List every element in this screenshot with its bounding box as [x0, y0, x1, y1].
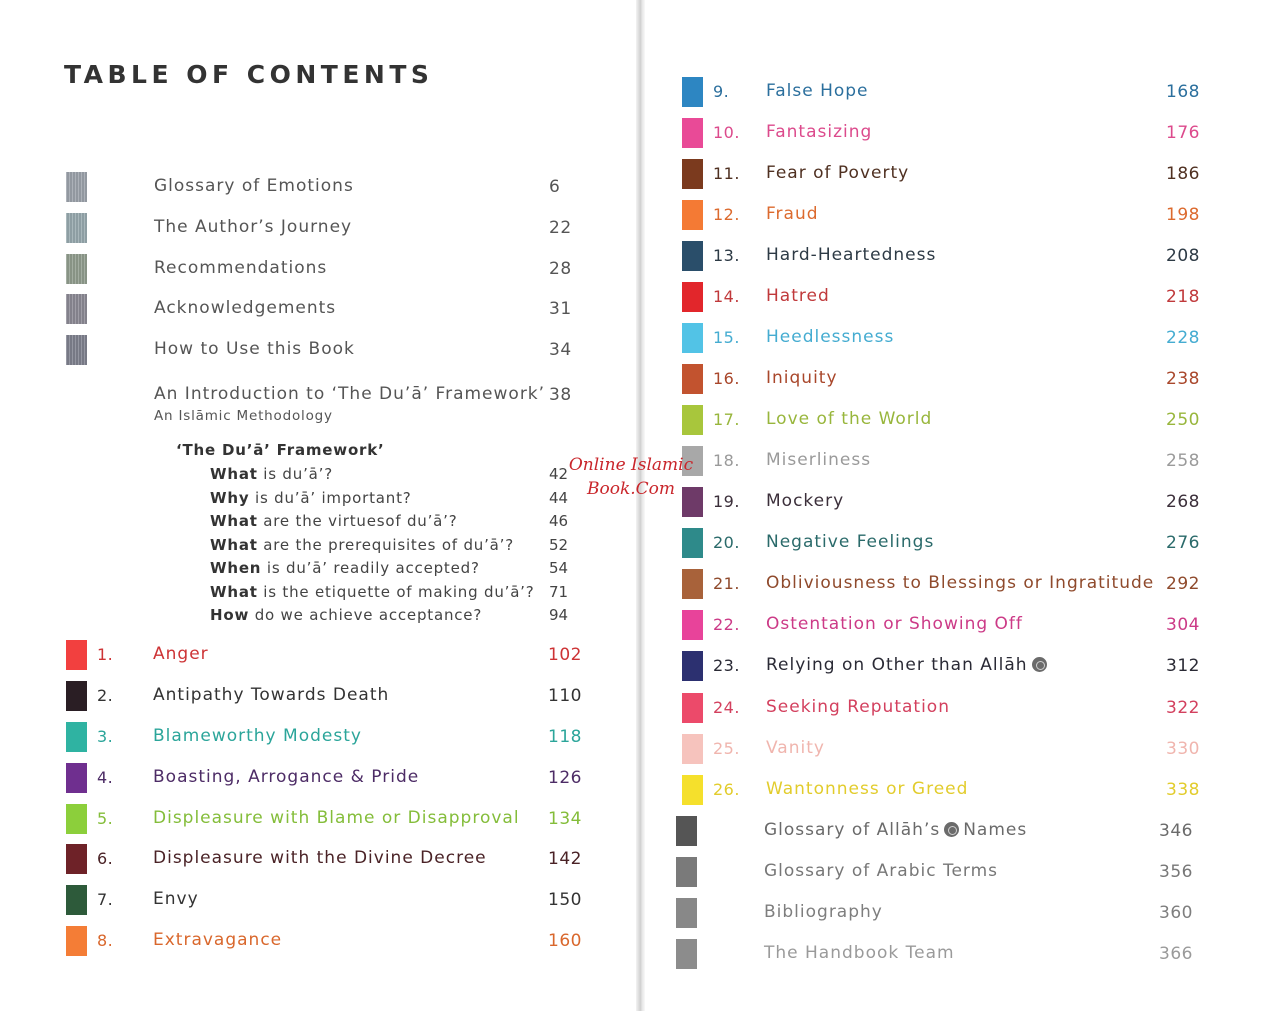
chapter-color-swatch	[682, 569, 703, 599]
chapter-title: False Hope	[766, 81, 869, 101]
chapter-page: 292	[1166, 574, 1200, 594]
chapter-entry[interactable]	[0, 804, 640, 836]
chapter-page: 312	[1166, 656, 1200, 676]
chapter-number: 19.	[713, 492, 740, 511]
question-text	[210, 536, 514, 554]
back-matter-swatch	[676, 816, 697, 846]
chapter-entry[interactable]	[645, 569, 1280, 601]
chapter-page: 258	[1166, 451, 1200, 471]
question-keyword: How	[210, 606, 250, 624]
watermark-line-2: Book.Com	[586, 479, 676, 499]
chapter-page: 208	[1166, 246, 1200, 266]
chapter-page: 118	[548, 727, 582, 747]
chapter-color-swatch	[66, 804, 87, 834]
intro-swatch	[66, 254, 87, 284]
chapter-title: Hatred	[766, 286, 830, 306]
chapter-title: Fraud	[766, 204, 819, 224]
chapter-page: 304	[1166, 615, 1200, 635]
chapter-title: Iniquity	[766, 368, 838, 388]
question-keyword: What	[210, 465, 258, 483]
chapter-number: 2.	[97, 686, 114, 705]
chapter-number: 23.	[713, 656, 740, 675]
chapter-color-swatch	[682, 734, 703, 764]
chapter-number: 18.	[713, 451, 740, 470]
chapter-color-swatch	[682, 77, 703, 107]
question-text	[210, 465, 333, 483]
chapter-entry[interactable]	[645, 528, 1280, 560]
intro-entry-label: Recommendations	[154, 258, 328, 278]
question-page: 94	[549, 606, 569, 624]
question-page: 71	[549, 583, 569, 601]
chapter-color-swatch	[682, 241, 703, 271]
question-text	[210, 512, 457, 530]
chapter-number: 10.	[713, 123, 740, 142]
chapter-color-swatch	[682, 651, 703, 681]
chapter-entry[interactable]	[0, 763, 640, 795]
chapter-color-swatch	[682, 323, 703, 353]
chapter-color-swatch	[66, 640, 87, 670]
chapter-title: Hard-Heartedness	[766, 245, 937, 265]
chapter-page: 160	[548, 931, 582, 951]
intro-swatch	[66, 335, 87, 365]
chapter-page: 238	[1166, 369, 1200, 389]
chapter-title: Fantasizing	[766, 122, 873, 142]
chapter-entry[interactable]	[645, 651, 1280, 683]
question-rest: is du’ā’ readily accepted?	[261, 559, 480, 577]
chapter-entry[interactable]	[645, 323, 1280, 355]
right-page	[645, 0, 1280, 1011]
intro-swatch	[66, 213, 87, 243]
chapter-color-swatch	[66, 763, 87, 793]
framework-question[interactable]	[0, 512, 640, 534]
chapter-page: 176	[1166, 123, 1200, 143]
chapter-entry[interactable]	[645, 405, 1280, 437]
chapter-entry[interactable]	[645, 159, 1280, 191]
back-matter-label	[764, 943, 955, 963]
framework-intro-page: 38	[549, 385, 572, 405]
question-keyword: What	[210, 512, 258, 530]
question-page: 52	[549, 536, 569, 554]
chapter-page: 110	[548, 686, 582, 706]
chapter-number: 13.	[713, 246, 740, 265]
chapter-entry[interactable]	[645, 610, 1280, 642]
chapter-entry[interactable]	[0, 885, 640, 917]
chapter-entry[interactable]	[645, 734, 1280, 766]
chapter-page: 276	[1166, 533, 1200, 553]
chapter-page: 218	[1166, 287, 1200, 307]
framework-question[interactable]	[0, 465, 640, 487]
chapter-number: 5.	[97, 809, 114, 828]
chapter-color-swatch	[682, 775, 703, 805]
question-text	[210, 489, 412, 507]
chapter-entry[interactable]	[645, 487, 1280, 519]
framework-question[interactable]	[0, 606, 640, 628]
question-page: 44	[549, 489, 569, 507]
question-rest: is du’ā’ important?	[249, 489, 412, 507]
chapter-title: Vanity	[766, 738, 825, 758]
question-text	[210, 559, 480, 577]
chapter-color-swatch	[66, 844, 87, 874]
framework-question[interactable]	[0, 536, 640, 558]
chapter-color-swatch	[66, 926, 87, 956]
chapter-color-swatch	[682, 364, 703, 394]
chapter-color-swatch	[682, 405, 703, 435]
back-matter-page: 366	[1159, 944, 1193, 964]
chapter-page: 126	[548, 768, 582, 788]
chapter-number: 16.	[713, 369, 740, 388]
question-page: 46	[549, 512, 569, 530]
chapter-color-swatch	[682, 528, 703, 558]
chapter-title: Obliviousness to Blessings or Ingratitude	[766, 573, 1155, 593]
question-rest: are the virtuesof du’ā’?	[257, 512, 458, 530]
chapter-page: 150	[548, 890, 582, 910]
chapter-color-swatch	[682, 282, 703, 312]
chapter-page: 168	[1166, 82, 1200, 102]
intro-entry-page: 6	[549, 177, 561, 197]
back-matter-entry[interactable]	[645, 857, 1280, 889]
chapter-number: 25.	[713, 739, 740, 758]
chapter-page: 250	[1166, 410, 1200, 430]
chapter-page: 268	[1166, 492, 1200, 512]
back-matter-swatch	[676, 939, 697, 969]
question-text	[210, 583, 535, 601]
question-page: 54	[549, 559, 569, 577]
chapter-color-swatch	[682, 200, 703, 230]
chapter-title: Displeasure with the Divine Decree	[153, 848, 487, 868]
chapter-title: Negative Feelings	[766, 532, 935, 552]
back-matter-page: 346	[1159, 821, 1193, 841]
chapter-entry[interactable]	[0, 640, 640, 672]
chapter-page: 102	[548, 645, 582, 665]
question-rest: do we achieve acceptance?	[249, 606, 483, 624]
chapter-number: 3.	[97, 727, 114, 746]
intro-entry[interactable]	[0, 172, 640, 204]
chapter-number: 26.	[713, 780, 740, 799]
chapter-title: Envy	[153, 889, 199, 909]
question-rest: are the prerequisites of du’ā’?	[257, 536, 514, 554]
watermark-line-1: Online Islamic	[568, 455, 694, 475]
back-matter-label-text: Bibliography	[764, 902, 883, 922]
chapter-title: Miserliness	[766, 450, 872, 470]
question-rest: is the etiquette of making du’ā’?	[257, 583, 535, 601]
chapter-number: 21.	[713, 574, 740, 593]
chapter-entry[interactable]	[0, 844, 640, 876]
chapter-title: Antipathy Towards Death	[153, 685, 390, 705]
chapter-page: 330	[1166, 739, 1200, 759]
intro-entry-page: 22	[549, 218, 572, 238]
chapter-title: Relying on Other than Allāh	[766, 655, 1051, 675]
back-matter-label-text: The Handbook Team	[764, 943, 955, 963]
back-matter-label-text: Glossary of Arabic Terms	[764, 861, 999, 881]
chapter-title: Seeking Reputation	[766, 697, 950, 717]
back-matter-page: 356	[1159, 862, 1193, 882]
chapter-entry[interactable]	[0, 722, 640, 754]
chapter-title: Blameworthy Modesty	[153, 726, 362, 746]
intro-entry-page: 34	[549, 340, 572, 360]
chapter-title: Anger	[153, 644, 209, 664]
chapter-title: Wantonness or Greed	[766, 779, 969, 799]
back-matter-label	[764, 861, 998, 881]
chapter-entry[interactable]	[645, 200, 1280, 232]
chapter-color-swatch	[682, 118, 703, 148]
page-title: TABLE OF CONTENTS	[64, 60, 434, 89]
intro-entry-label: Acknowledgements	[154, 298, 337, 318]
intro-entry-page: 31	[549, 299, 572, 319]
chapter-page: 322	[1166, 698, 1200, 718]
chapter-page: 134	[548, 809, 582, 829]
question-keyword: Why	[210, 489, 250, 507]
intro-entry[interactable]	[0, 254, 640, 286]
watermark	[546, 453, 716, 501]
question-rest: is du’ā’?	[257, 465, 333, 483]
question-text	[210, 606, 482, 624]
intro-entry[interactable]	[0, 213, 640, 245]
chapter-number: 1.	[97, 645, 114, 664]
chapter-page: 198	[1166, 205, 1200, 225]
chapter-number: 11.	[713, 164, 740, 183]
chapter-number: 14.	[713, 287, 740, 306]
back-matter-entry[interactable]	[645, 898, 1280, 930]
chapter-page: 338	[1166, 780, 1200, 800]
back-matter-swatch	[676, 857, 697, 887]
chapter-title: Extravagance	[153, 930, 283, 950]
chapter-number: 17.	[713, 410, 740, 429]
question-keyword: What	[210, 583, 258, 601]
chapter-color-swatch	[682, 693, 703, 723]
chapter-entry[interactable]	[645, 241, 1280, 273]
framework-heading: ‘The Du’ā’ Framework’	[176, 441, 385, 459]
chapter-title: Ostentation or Showing Off	[766, 614, 1023, 634]
chapter-number: 8.	[97, 931, 114, 950]
chapter-title: Mockery	[766, 491, 845, 511]
chapter-page: 142	[548, 849, 582, 869]
chapter-number: 7.	[97, 890, 114, 909]
chapter-color-swatch	[66, 885, 87, 915]
chapter-entry[interactable]	[645, 693, 1280, 725]
framework-question[interactable]	[0, 489, 640, 511]
back-matter-label-suffix: Names	[963, 820, 1028, 840]
chapter-number: 24.	[713, 698, 740, 717]
intro-entry-page: 28	[549, 259, 572, 279]
intro-swatch	[66, 294, 87, 324]
chapter-title: Heedlessness	[766, 327, 895, 347]
question-keyword: What	[210, 536, 258, 554]
intro-entry[interactable]	[0, 335, 640, 367]
question-keyword: When	[210, 559, 262, 577]
chapter-entry[interactable]	[645, 775, 1280, 807]
chapter-number: 4.	[97, 768, 114, 787]
honorific-icon	[944, 822, 959, 837]
honorific-icon	[1032, 657, 1047, 672]
intro-entry[interactable]	[0, 294, 640, 326]
chapter-title: Love of the World	[766, 409, 933, 429]
chapter-number: 6.	[97, 849, 114, 868]
back-matter-label	[764, 820, 1027, 840]
intro-swatch	[66, 172, 87, 202]
chapter-page: 186	[1166, 164, 1200, 184]
framework-question[interactable]	[0, 559, 640, 581]
framework-intro-subtitle: An Islāmic Methodology	[154, 408, 333, 424]
back-matter-page: 360	[1159, 903, 1193, 923]
chapter-title: Boasting, Arrogance & Pride	[153, 767, 420, 787]
chapter-title: Fear of Poverty	[766, 163, 910, 183]
chapter-color-swatch	[682, 610, 703, 640]
chapter-color-swatch	[66, 722, 87, 752]
chapter-number: 22.	[713, 615, 740, 634]
intro-entry-label: How to Use this Book	[154, 339, 355, 359]
intro-entry-label: The Author’s Journey	[154, 217, 353, 237]
chapter-number: 12.	[713, 205, 740, 224]
back-matter-entry[interactable]	[645, 816, 1280, 848]
chapter-entry[interactable]	[0, 681, 640, 713]
back-matter-label-text: Glossary of Allāh’s	[764, 820, 941, 840]
intro-entry-label: Glossary of Emotions	[154, 176, 354, 196]
chapter-entry[interactable]	[645, 77, 1280, 109]
framework-question[interactable]	[0, 583, 640, 605]
chapter-entry[interactable]	[645, 282, 1280, 314]
question-page: 42	[549, 465, 569, 483]
chapter-entry[interactable]	[645, 364, 1280, 396]
back-matter-label	[764, 902, 883, 922]
chapter-entry[interactable]	[0, 926, 640, 958]
chapter-number: 9.	[713, 82, 730, 101]
chapter-color-swatch	[682, 159, 703, 189]
chapter-entry[interactable]	[645, 118, 1280, 150]
chapter-entry[interactable]	[645, 446, 1280, 478]
framework-intro-label: An Introduction to ‘The Du’ā’ Framework’	[154, 384, 546, 404]
chapter-color-swatch	[66, 681, 87, 711]
chapter-title: Displeasure with Blame or Disapproval	[153, 808, 520, 828]
chapter-page: 228	[1166, 328, 1200, 348]
back-matter-entry[interactable]	[645, 939, 1280, 971]
chapter-number: 15.	[713, 328, 740, 347]
chapter-number: 20.	[713, 533, 740, 552]
back-matter-swatch	[676, 898, 697, 928]
